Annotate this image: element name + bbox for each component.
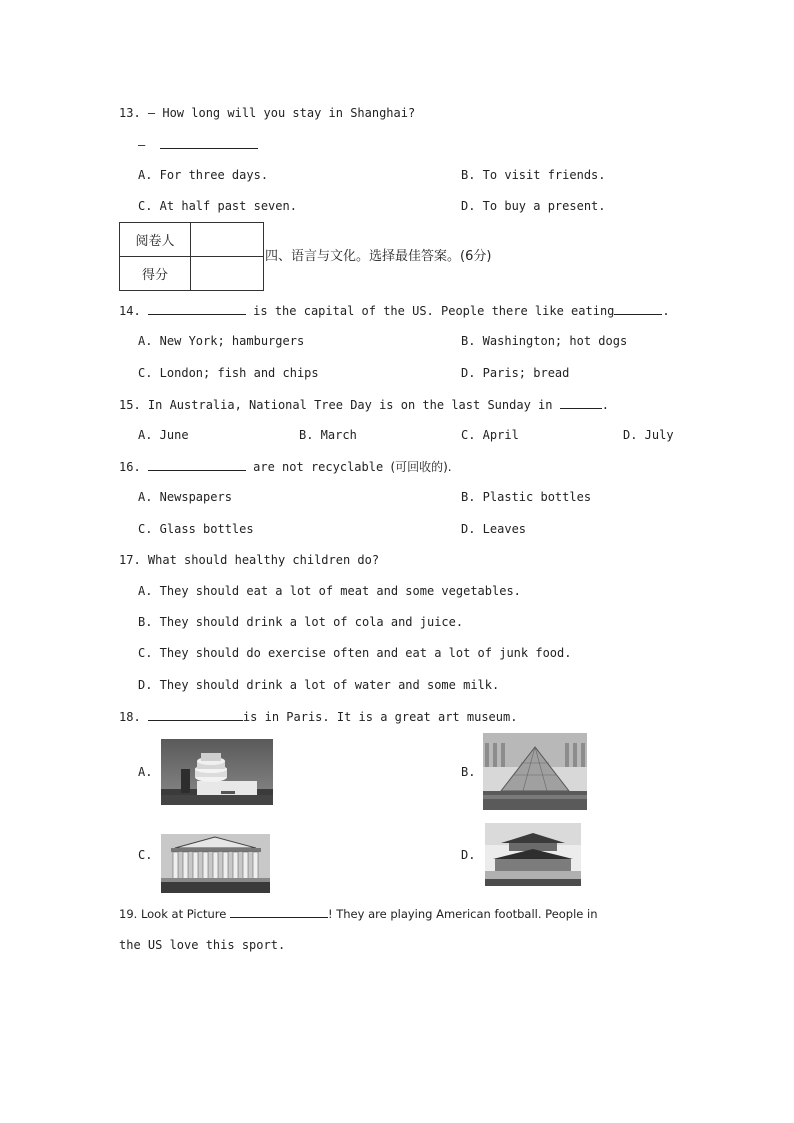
q17-option-c[interactable]: C. They should do exercise often and eat a lot of junk food. (138, 646, 572, 660)
q18-picture-d[interactable] (485, 823, 581, 886)
q13-option-c[interactable]: C. At half past seven. (138, 199, 297, 213)
q18-picture-b[interactable] (483, 733, 587, 810)
q16-stem (119, 458, 452, 475)
section-4-title: 四、语言与文化。选择最佳答案。(6分) (265, 249, 492, 264)
q15-option-a[interactable]: A. June (138, 428, 189, 442)
q19-text-start: 19. Look at Picture (119, 907, 227, 921)
q14-stem (119, 302, 670, 319)
answer-blank[interactable] (614, 302, 662, 315)
answer-blank[interactable] (560, 396, 602, 409)
q19-line-2: the US love this sport. (119, 938, 286, 952)
q17-option-d[interactable]: D. They should drink a lot of water and some milk. (138, 678, 500, 692)
answer-blank[interactable] (230, 905, 328, 918)
q14-option-b[interactable]: B. Washington; hot dogs (461, 334, 628, 348)
q14-option-a[interactable]: A. New York; hamburgers (138, 334, 305, 348)
q16-chinese-note: (可回收的). (390, 460, 452, 474)
q16-option-b[interactable]: B. Plastic bottles (461, 490, 592, 504)
louvre-pyramid-photo (483, 733, 587, 810)
guggenheim-museum-photo (161, 739, 273, 805)
q16-text: are not recyclable (253, 460, 384, 474)
q18-option-b-label[interactable]: B. (461, 765, 476, 779)
score-label: 得分 (120, 257, 191, 291)
q14-option-d[interactable]: D. Paris; bread (461, 366, 570, 380)
q19-text-mid: ! They are playing American football. People in (327, 907, 598, 921)
answer-blank[interactable] (148, 708, 243, 721)
q18-option-a-label[interactable]: A. (138, 765, 153, 779)
q13-option-a[interactable]: A. For three days. (138, 168, 269, 182)
q15-option-b[interactable]: B. March (299, 428, 357, 442)
score-table (119, 222, 264, 291)
q14-text: is the capital of the US. People there like eating (253, 304, 615, 318)
q15-text: 15. In Australia, National Tree Day is on the last Sunday in (119, 398, 553, 412)
q17-option-a[interactable]: A. They should eat a lot of meat and some vegetables. (138, 584, 521, 598)
q18-text: is in Paris. It is a great art museum. (242, 710, 518, 724)
q19-stem (119, 905, 598, 922)
q16-option-d[interactable]: D. Leaves (461, 522, 527, 536)
q13-dash: — (138, 138, 146, 152)
answer-blank[interactable] (160, 136, 258, 149)
reviewer-cell[interactable] (191, 223, 264, 257)
score-cell[interactable] (191, 257, 264, 291)
q14-period: . (662, 304, 670, 318)
q15-option-d[interactable]: D. July (623, 428, 674, 442)
q14-number: 14. (119, 304, 141, 318)
forbidden-city-photo (485, 823, 581, 886)
q15-period: . (601, 398, 609, 412)
q18-number: 18. (119, 710, 141, 724)
q16-option-c[interactable]: C. Glass bottles (138, 522, 254, 536)
q18-picture-a[interactable] (161, 739, 273, 805)
q18-option-d-label[interactable]: D. (461, 848, 476, 862)
q13-answer-line (138, 136, 258, 153)
british-museum-photo (161, 834, 270, 893)
q18-stem (119, 708, 517, 725)
q15-option-c[interactable]: C. April (461, 428, 519, 442)
q13-stem: 13. — How long will you stay in Shanghai? (119, 106, 416, 120)
q15-stem (119, 396, 609, 413)
reviewer-label: 阅卷人 (120, 223, 191, 257)
q14-option-c[interactable]: C. London; fish and chips (138, 366, 319, 380)
q17-option-b[interactable]: B. They should drink a lot of cola and juice. (138, 615, 464, 629)
answer-blank[interactable] (148, 458, 246, 471)
q18-option-c-label[interactable]: C. (138, 848, 153, 862)
q13-option-b[interactable]: B. To visit friends. (461, 168, 606, 182)
q16-number: 16. (119, 460, 141, 474)
q17-stem: 17. What should healthy children do? (119, 553, 380, 567)
q18-picture-c[interactable] (161, 834, 270, 893)
answer-blank[interactable] (148, 302, 246, 315)
q16-option-a[interactable]: A. Newspapers (138, 490, 232, 504)
q13-option-d[interactable]: D. To buy a present. (461, 199, 606, 213)
